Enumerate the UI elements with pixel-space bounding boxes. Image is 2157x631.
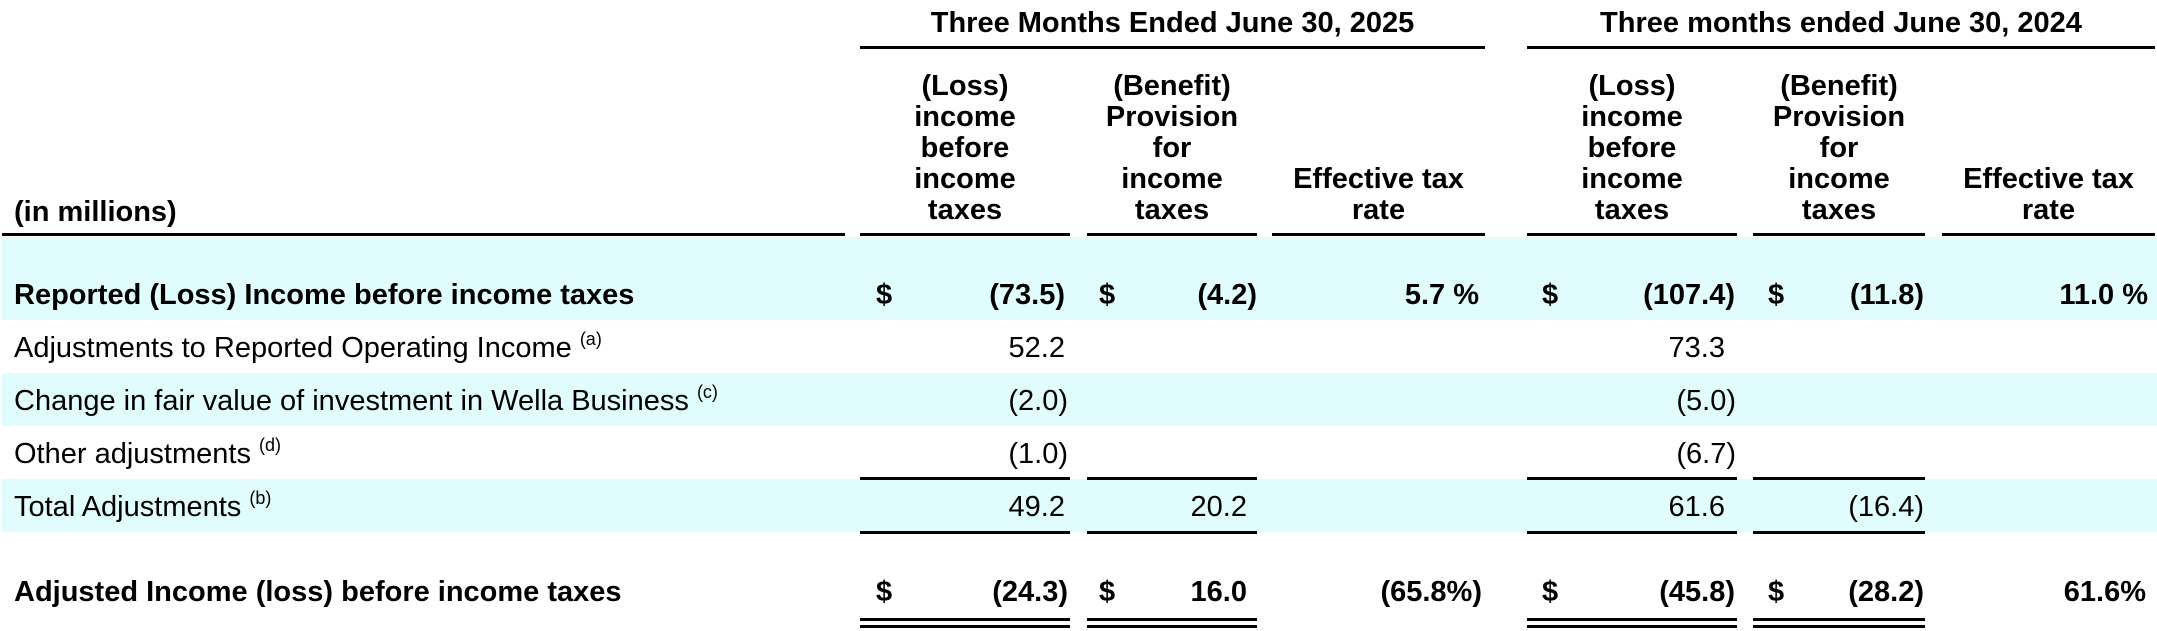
- row-label-reported: Reported (Loss) Income before income taxes: [14, 279, 635, 311]
- header-rule-label: [2, 233, 845, 236]
- total-rule-provision-2024: [1753, 531, 1925, 534]
- subtotal-rule-provision-2025: [1087, 477, 1257, 480]
- double-rule-income-2024-a: [1527, 618, 1737, 621]
- value-other-adjustments-income-2025: (1.0): [1008, 438, 1068, 470]
- subtotal-rule-income-2025: [860, 477, 1070, 480]
- footnote-ref: (a): [579, 329, 602, 349]
- double-rule-provision-2025-b: [1087, 625, 1257, 628]
- double-rule-income-2025-b: [860, 625, 1070, 628]
- currency-symbol: $: [1768, 279, 1785, 311]
- double-rule-provision-2024-b: [1753, 625, 1925, 628]
- group-rule-2024: [1527, 46, 2155, 49]
- value-reported-provision-2024: (11.8): [1849, 279, 1924, 311]
- footnote-ref: (c): [696, 382, 718, 402]
- value-total-adjustments-income-2025: 49.2: [1008, 491, 1065, 523]
- header-rule-provision-2025: [1087, 233, 1257, 236]
- value-adjusted-rate-2024: 61.6%: [2063, 576, 2146, 608]
- value-change-fair-value-income-2025: (2.0): [1008, 385, 1068, 417]
- unit-label: (in millions): [14, 196, 177, 228]
- value-other-adjustments-income-2024: (6.7): [1676, 438, 1736, 470]
- double-rule-income-2024-b: [1527, 625, 1737, 628]
- col-header-income-2024: (Loss) income before income taxes: [1581, 70, 1683, 226]
- value-total-adjustments-income-2024: 61.6: [1668, 491, 1725, 523]
- header-rule-income-2025: [860, 233, 1070, 236]
- row-label-total-adjustments: Total Adjustments $^{(b)}$: [14, 488, 272, 523]
- value-reported-provision-2025: (4.2): [1197, 279, 1257, 311]
- value-change-fair-value-income-2024: (5.0): [1676, 385, 1736, 417]
- col-header-provision-2025: (Benefit) Provision for income taxes: [1105, 70, 1239, 226]
- value-adjusted-provision-2025: 16.0: [1190, 576, 1247, 608]
- currency-symbol: $: [1768, 576, 1785, 608]
- currency-symbol: $: [1542, 576, 1559, 608]
- value-adjusted-provision-2024: (28.2): [1848, 576, 1924, 608]
- currency-symbol: $: [876, 576, 893, 608]
- total-rule-provision-2025: [1087, 531, 1257, 534]
- subtotal-rule-provision-2024: [1753, 477, 1925, 480]
- value-total-adjustments-provision-2025: 20.2: [1190, 491, 1247, 523]
- header-rule-rate-2024: [1942, 233, 2155, 236]
- row-label-change-fair-value: Change in fair value of investment in Wella Business $^{(c)}$: [14, 382, 718, 417]
- value-total-adjustments-provision-2024: (16.4): [1848, 491, 1924, 523]
- currency-symbol: $: [1099, 576, 1116, 608]
- row-label-adjusted: Adjusted Income (loss) before income taxes: [14, 576, 622, 608]
- header-rule-provision-2024: [1753, 233, 1925, 236]
- footnote-ref: (b): [249, 488, 272, 508]
- row-label-other-adjustments: Other adjustments $^{(d)}$: [14, 435, 282, 470]
- double-rule-income-2025-a: [860, 618, 1070, 621]
- subtotal-rule-income-2024: [1527, 477, 1737, 480]
- col-header-rate-2025: Effective tax rate: [1293, 163, 1464, 226]
- currency-symbol: $: [1099, 279, 1116, 311]
- currency-symbol: $: [1542, 279, 1559, 311]
- value-reported-rate-2024: 11.0 %: [2059, 279, 2148, 311]
- double-rule-provision-2024-a: [1753, 618, 1925, 621]
- total-rule-income-2025: [860, 531, 1070, 534]
- row-label-adjustments-operating: Adjustments to Reported Operating Income $^{(a)}$: [14, 329, 602, 364]
- value-adjusted-income-2024: (45.8): [1659, 576, 1735, 608]
- total-rule-income-2024: [1527, 531, 1737, 534]
- currency-symbol: $: [876, 279, 893, 311]
- group-rule-2025: [860, 46, 1485, 49]
- double-rule-provision-2025-a: [1087, 618, 1257, 621]
- value-adjusted-rate-2025: (65.8%): [1380, 576, 1482, 608]
- period-title-2024: Three months ended June 30, 2024: [1600, 7, 2082, 39]
- value-adjustments-operating-income-2025: 52.2: [1008, 332, 1065, 364]
- period-title-2025: Three Months Ended June 30, 2025: [930, 7, 1415, 39]
- value-adjustments-operating-income-2024: 73.3: [1668, 332, 1725, 364]
- col-header-provision-2024: (Benefit) Provision for income taxes: [1772, 70, 1906, 226]
- value-reported-income-2024: (107.4): [1643, 279, 1735, 311]
- value-reported-rate-2025: 5.7 %: [1404, 279, 1479, 311]
- col-header-rate-2024: Effective tax rate: [1963, 163, 2134, 226]
- col-header-income-2025: (Loss) income before income taxes: [914, 70, 1016, 226]
- value-reported-income-2025: (73.5): [989, 279, 1065, 311]
- header-rule-rate-2025: [1272, 233, 1485, 236]
- value-adjusted-income-2025: (24.3): [992, 576, 1068, 608]
- header-rule-income-2024: [1527, 233, 1737, 236]
- footnote-ref: (d): [259, 435, 282, 455]
